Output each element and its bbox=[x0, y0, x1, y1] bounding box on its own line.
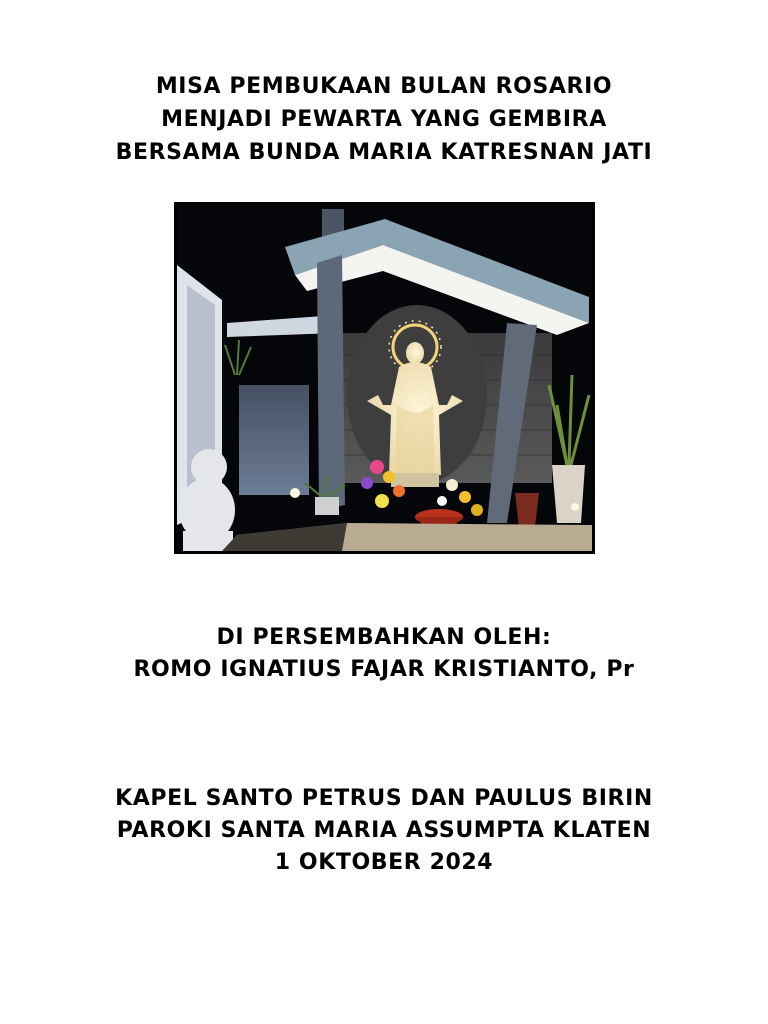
marian-shrine-photo-icon bbox=[177, 205, 592, 551]
title-line-3: BERSAMA BUNDA MARIA KATRESNAN JATI bbox=[115, 140, 653, 165]
parish-name: PAROKI SANTA MARIA ASSUMPTA KLATEN bbox=[116, 818, 652, 843]
chapel-name: KAPEL SANTO PETRUS DAN PAULUS BIRIN bbox=[115, 786, 653, 811]
title-line-2: MENJADI PEWARTA YANG GEMBIRA bbox=[161, 107, 607, 132]
title-line-1: MISA PEMBUKAAN BULAN ROSARIO bbox=[155, 74, 613, 99]
celebrant-name: ROMO IGNATIUS FAJAR KRISTIANTO, Pr bbox=[133, 657, 635, 682]
event-date: 1 OKTOBER 2024 bbox=[274, 850, 494, 875]
offered-by-label: DI PERSEMBAHKAN OLEH: bbox=[216, 625, 552, 650]
shrine-photo bbox=[174, 202, 595, 554]
